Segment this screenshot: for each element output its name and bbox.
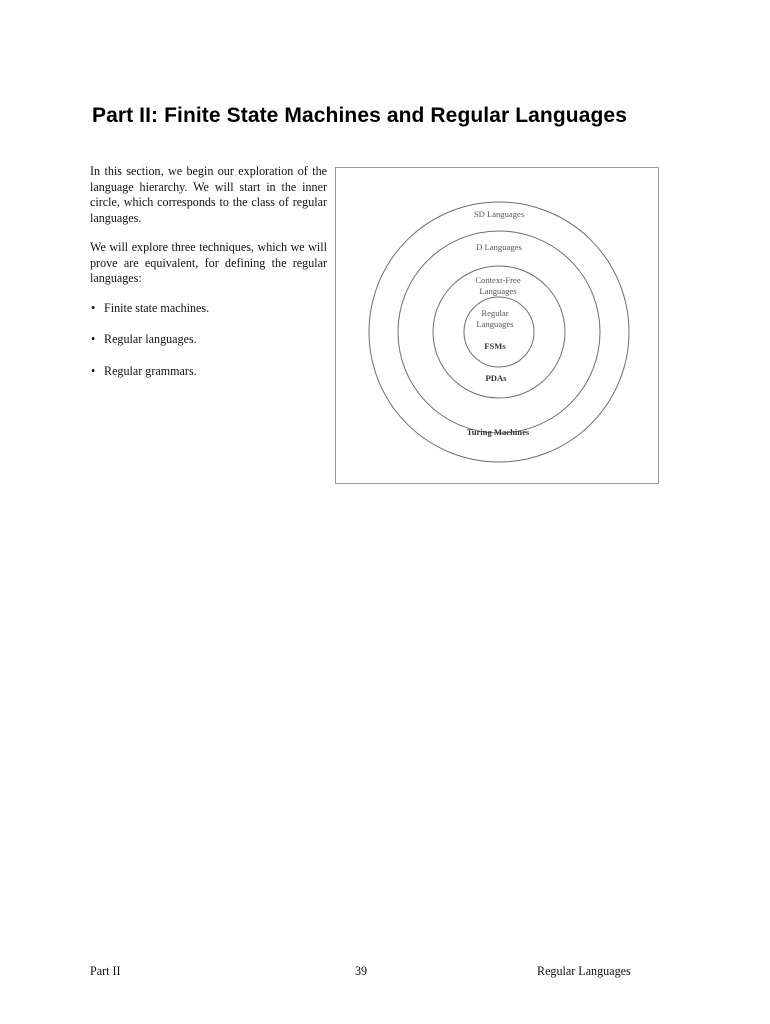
page-title: Part II: Finite State Machines and Regular Languages — [92, 104, 627, 127]
language-hierarchy-figure — [335, 167, 659, 484]
pdas-label: PDAs — [485, 373, 507, 383]
page-number: 39 — [355, 964, 368, 978]
ring-d-languages — [398, 231, 600, 433]
fsms-label: FSMs — [484, 341, 506, 351]
list-item — [90, 301, 327, 317]
list-item-text: Finite state machines. — [104, 300, 210, 315]
context-free-label-line2: Languages — [479, 286, 517, 296]
list-item — [90, 364, 327, 380]
turing-machines-label: Turing Machines — [466, 427, 530, 437]
ring-sd-languages — [369, 202, 629, 462]
footer-section-label: Regular Languages — [537, 964, 631, 978]
context-free-label-line1: Context-Free — [475, 275, 521, 285]
sd-languages-label: SD Languages — [473, 209, 525, 219]
list-item-text: Regular languages. — [104, 332, 197, 346]
list-item — [90, 332, 327, 348]
techniques-list — [90, 301, 327, 380]
intro-paragraph: In this section, we begin our exploration of the language hierarchy. We will start in the inner circle, which corresponds to the class of regular languages. — [90, 164, 327, 225]
language-hierarchy-diagram — [336, 168, 660, 485]
list-item-text: Regular grammars. — [104, 363, 197, 378]
techniques-paragraph: We will explore three techniques, which we will prove are equivalent, for defining the regular languages: — [90, 240, 327, 285]
bullet-icon: • — [91, 300, 96, 315]
bullet-icon: • — [91, 332, 96, 346]
footer-part-label: Part II — [90, 964, 121, 978]
regular-languages-label-line2: Languages — [476, 319, 514, 329]
body-text-column — [90, 164, 327, 395]
bullet-icon: • — [91, 363, 96, 378]
d-languages-label: D Languages — [476, 242, 522, 252]
regular-languages-label-line1: Regular — [481, 308, 509, 318]
